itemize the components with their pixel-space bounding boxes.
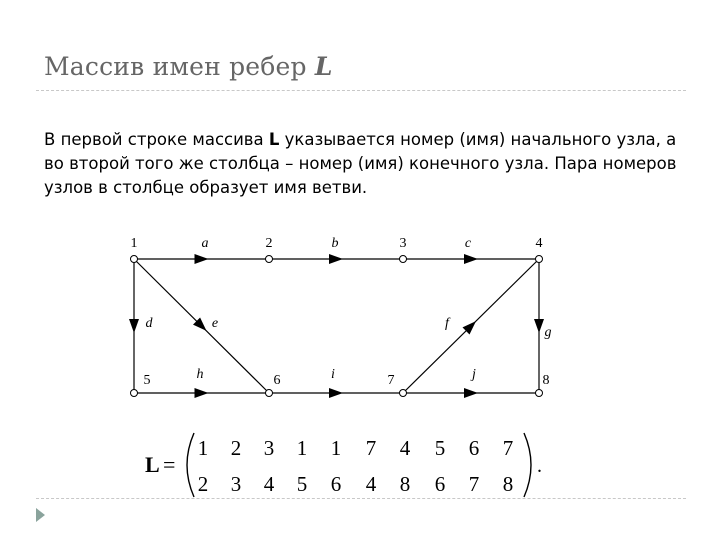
edge-b-label: b [331, 236, 339, 251]
edge-i-label: i [331, 367, 335, 382]
node-8 [536, 390, 543, 397]
edge-a-arrow [195, 254, 209, 264]
matrix-row1-cell: 7 [502, 436, 514, 460]
matrix-name: L [145, 452, 160, 477]
node-8-label: 8 [542, 373, 550, 388]
node-1 [131, 256, 138, 263]
paragraph-part2: указывается номер (имя) начального узла, а во второй того же столбца – номер (имя) конечного узла. Пара номеров узлов в столбце образует имя ветви. [44, 130, 677, 197]
edges-layer [129, 236, 552, 398]
slide-title-symbol: L [314, 52, 333, 81]
edge-j-arrow [464, 388, 478, 398]
matrix-row1-cell: 3 [263, 436, 275, 460]
edge-b-arrow [329, 254, 343, 264]
matrix-end: . [537, 455, 542, 477]
slide-title-text: Массив имен ребер [44, 52, 307, 81]
matrix-row1-cell: 7 [365, 436, 377, 460]
node-7-label: 7 [387, 373, 395, 388]
node-1-label: 1 [130, 236, 138, 251]
matrix-row1-cell: 1 [330, 436, 342, 460]
node-6 [266, 390, 273, 397]
footer-divider [36, 498, 686, 499]
matrix-row2-cell: 8 [399, 472, 411, 496]
node-2 [266, 256, 273, 263]
matrix-row2-cell: 2 [197, 472, 209, 496]
matrix-row1-cell: 6 [468, 436, 480, 460]
edge-e-label: e [211, 316, 219, 331]
edge-g-arrow [534, 319, 544, 333]
node-3 [400, 256, 407, 263]
matrix-row2-cell: 4 [365, 472, 377, 496]
edge-c-label: c [464, 236, 472, 251]
matrix-row1-cell: 4 [399, 436, 411, 460]
edge-h-arrow [195, 388, 209, 398]
matrix-row1-cell: 1 [296, 436, 308, 460]
node-4 [536, 256, 543, 263]
node-3-label: 3 [399, 236, 407, 251]
matrix-row2-cell: 3 [230, 472, 242, 496]
matrix-row2-cell: 6 [434, 472, 446, 496]
matrix-row1-cell: 2 [230, 436, 242, 460]
edge-a-label: a [201, 236, 209, 251]
edge-g-label: g [544, 325, 552, 340]
node-2-label: 2 [265, 236, 273, 251]
matrix-row2-cell: 8 [502, 472, 514, 496]
node-4-label: 4 [535, 236, 543, 251]
triangle-right-icon[interactable] [36, 508, 45, 522]
edge-matrix [145, 433, 542, 497]
matrix-equals: = [163, 452, 176, 477]
matrix-row2-cell: 5 [296, 472, 308, 496]
node-7 [400, 390, 407, 397]
node-5 [131, 390, 138, 397]
paragraph-symbol: L [268, 130, 280, 149]
edge-h-label: h [196, 367, 204, 382]
node-6-label: 6 [273, 373, 281, 388]
edge-d-label: d [145, 316, 153, 331]
matrix-row2-cell: 6 [330, 472, 342, 496]
edge-f-label: f [445, 316, 449, 331]
matrix-row2-cell: 7 [468, 472, 480, 496]
matrix-left-paren [187, 433, 194, 497]
matrix-right-paren [524, 433, 531, 497]
nodes-layer [131, 236, 550, 397]
edge-i-arrow [329, 388, 343, 398]
matrix-row1-cell: 1 [197, 436, 209, 460]
edge-c-arrow [464, 254, 478, 264]
matrix-row1-cell: 5 [434, 436, 446, 460]
edge-j-label: j [472, 367, 476, 382]
edge-d-arrow [129, 319, 139, 333]
paragraph-part1: В первой строке массива [44, 130, 269, 149]
matrix-row2-cell: 4 [263, 472, 275, 496]
node-5-label: 5 [143, 373, 151, 388]
